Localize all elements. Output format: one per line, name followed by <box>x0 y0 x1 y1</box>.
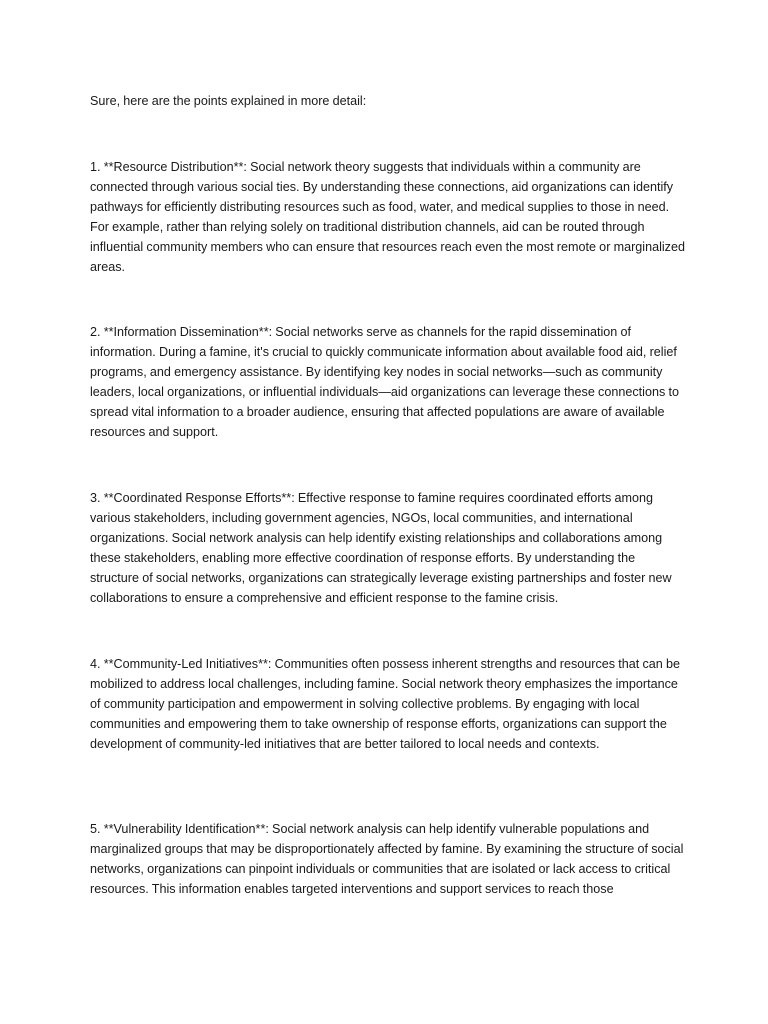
point-community-led-initiatives: 4. **Community-Led Initiatives**: Communities often possess inherent strengths and resources that can be mobilized to address local challenges, including famine. Social network theory emphasizes the importance of community participation and empowerment in solving collective problems. By engaging with local communities and empowering them to take ownership of response efforts, organizations can support the development of community-led initiatives that are better tailored to local needs and contexts. <box>90 657 681 751</box>
point-vulnerability-identification: 5. **Vulnerability Identification**: Social network analysis can help identify vulnerable populations and marginalized groups that may be disproportionately affected by famine. By examining the structure of social networks, organizations can pinpoint individuals or communities that are isolated or lack access to critical resources. This information enables targeted interventions and support services to reach those <box>90 822 684 896</box>
point-information-dissemination: 2. **Information Dissemination**: Social networks serve as channels for the rapid dissemination of information. During a famine, it's crucial to quickly communicate information about available food aid, relief programs, and emergency assistance. By identifying key nodes in social networks—such as community leaders, local organizations, or influential individuals—aid organizations can leverage these connections to spread vital information to a broader audience, ensuring that affected populations are aware of available resources and support. <box>90 325 679 439</box>
intro-text: Sure, here are the points explained in more detail: <box>90 94 367 108</box>
point-coordinated-response: 3. **Coordinated Response Efforts**: Effective response to famine requires coordinated efforts among various stakeholders, including government agencies, NGOs, local communities, and international organizations. Social network analysis can help identify existing relationships and collaborations among these stakeholders, enabling more effective coordination of response efforts. By understanding the structure of social networks, organizations can strategically leverage existing partnerships and foster new collaborations to ensure a comprehensive and efficient response to the famine crisis. <box>90 491 672 605</box>
point-resource-distribution: 1. **Resource Distribution**: Social network theory suggests that individuals within a community are connected through various social ties. By understanding these connections, aid organizations can identify pathways for efficiently distributing resources such as food, water, and medical supplies to those in need. For example, rather than relying solely on traditional distribution channels, aid can be routed through influential community members who can ensure that resources reach even the most remote or marginalized areas. <box>90 160 685 274</box>
